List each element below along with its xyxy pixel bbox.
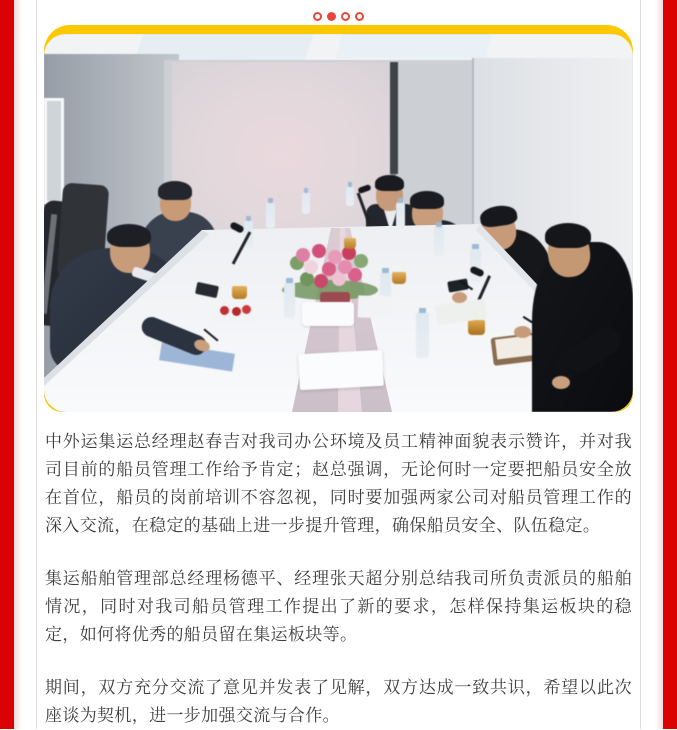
tissue-box-shape xyxy=(302,302,354,326)
paragraph: 中外运集运总经理赵春吉对我司办公环境及员工精神面貌表示赞许，并对我司目前的船员管理工作给予肯定；赵总强调，无论何时一定要把船员安全放在首位，船员的岗前培训不容忽视，同时要加强两家公司对船员管理工作的深入交流，在稳定的基础上进一步提升管理，确保船员安全、队伍稳定。 xyxy=(45,432,632,535)
paragraph: 期间，双方充分交流了意见并发表了见解，双方达成一致共识，希望以此次座谈为契机，进一步加强交流与合作。 xyxy=(45,678,632,725)
microphone-stem-shape xyxy=(232,231,252,264)
flower-cluster-shape xyxy=(296,248,310,262)
water-bottle-shape xyxy=(302,192,310,214)
carousel-dot[interactable] xyxy=(341,12,350,21)
water-bottle-shape xyxy=(284,282,295,318)
paragraph: 集运船舶管理部总经理杨德平、经理张天超分别总结我司所负责派员的船舶情况，同时对我司船员管理工作提出了新的要求，怎样保持集运板块的稳定，如何将优秀的船员留在集运板块等。 xyxy=(45,569,632,644)
white-folder-shape xyxy=(298,350,384,390)
phone-shape xyxy=(195,282,219,298)
water-bottle-shape xyxy=(434,226,444,256)
microphone-head-shape xyxy=(229,221,245,234)
article-body xyxy=(37,428,640,730)
left-rail-fade xyxy=(14,0,22,729)
water-bottle-shape xyxy=(396,202,405,228)
meeting-photo[interactable] xyxy=(44,34,633,412)
carousel-dots xyxy=(37,0,640,24)
microphone-head-shape xyxy=(357,184,371,194)
carousel-dot[interactable] xyxy=(355,12,364,21)
tea-cup-shape xyxy=(392,272,406,284)
person-right-3-hair-shape xyxy=(545,223,591,248)
water-bottle-shape xyxy=(346,186,354,206)
carousel-dot-active[interactable] xyxy=(327,12,336,21)
right-rail-fade xyxy=(655,0,663,729)
left-red-rail xyxy=(0,0,14,729)
hand-shape xyxy=(552,376,570,389)
tea-cup-shape xyxy=(232,286,247,299)
tea-cup-shape xyxy=(344,238,356,249)
strawberries-shape xyxy=(220,306,229,315)
card-stand-shape xyxy=(358,295,395,318)
microphone-stem-shape xyxy=(357,192,371,223)
tea-cup-shape xyxy=(468,320,485,335)
water-bottle-shape xyxy=(470,248,481,282)
article-card xyxy=(36,0,641,729)
hand-shape xyxy=(514,326,531,338)
photo-yellow-frame xyxy=(44,25,633,412)
carousel-dot[interactable] xyxy=(313,12,322,21)
right-red-rail xyxy=(663,0,677,729)
water-bottle-shape xyxy=(416,312,429,358)
fruit-plate-shape xyxy=(210,310,256,324)
hand-shape xyxy=(452,292,467,303)
water-bottle-shape xyxy=(266,202,275,228)
photo-scene-foreground xyxy=(44,34,633,412)
